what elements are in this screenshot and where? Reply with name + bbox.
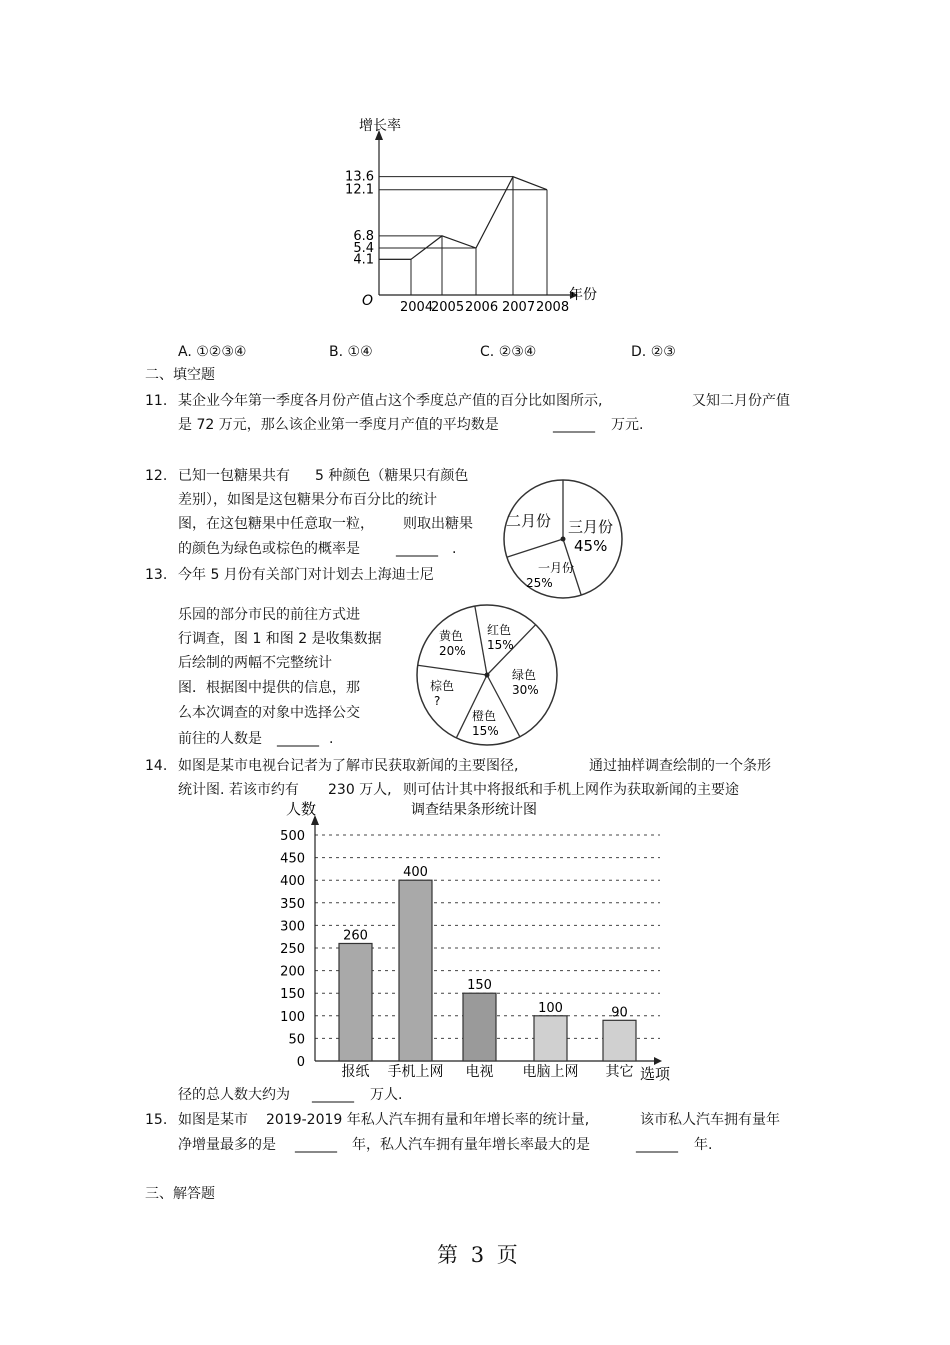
pie-slice-label: 三月份 — [568, 518, 614, 536]
chart-title: 调查结果条形统计图 — [411, 802, 537, 818]
q13-line1: 今年 5 月份有关部门对计划去上海迪士尼 — [178, 567, 434, 583]
origin-label: O — [362, 293, 374, 309]
bar — [603, 1020, 636, 1061]
q12-line3a: 图，在这包糖果中任意取一粒， — [178, 516, 374, 532]
q12-end: . — [452, 541, 457, 557]
option-text: ①②③④ — [196, 344, 247, 360]
y-tick-label: 0 — [296, 1055, 305, 1070]
q14-number: 14. — [145, 758, 168, 774]
option-letter: C. — [480, 344, 495, 360]
pie-slice-label: 黄色 — [439, 629, 464, 643]
q11-line1a: 某企业今年第一季度各月份产值占这个季度总产值的百分比如图所示, — [178, 393, 603, 409]
x-tick-label: 报纸 — [341, 1064, 370, 1080]
option-c — [480, 342, 536, 362]
q13-line6: 么本次调查的对象中选择公交 — [178, 705, 360, 721]
q15-line2c: 年. — [694, 1137, 713, 1153]
pie-slice-value: ? — [434, 694, 441, 708]
q14-line1b: 通过抽样调查绘制的一个条形 — [589, 758, 771, 774]
x-axis-arrow — [654, 1057, 662, 1065]
y-axis-label: 增长率 — [359, 118, 401, 134]
q13-line5: 图．根据图中提供的信息，那 — [178, 680, 360, 696]
y-tick-label: 250 — [280, 942, 305, 957]
pie-center — [561, 537, 566, 542]
q14-line1a: 如图是某市电视台记者为了解市民获取新闻的主要图径, — [178, 758, 519, 774]
month-pie-chart — [498, 474, 628, 604]
q14-line2c: 则可估计其中将报纸和手机上网作为获取新闻的主要途 — [403, 782, 739, 798]
option-letter: B. — [329, 344, 344, 360]
x-tick-label: 2007 — [502, 300, 536, 315]
y-tick-label: 50 — [288, 1032, 305, 1048]
q11-answer-blank[interactable]: ______ — [553, 417, 595, 433]
y-tick-label: 100 — [280, 1009, 305, 1025]
q14-line3a: 径的总人数大约为 — [178, 1087, 290, 1103]
x-tick-label: 电视 — [465, 1064, 494, 1080]
x-tick-label: 2005 — [431, 300, 465, 315]
bar-value-label: 90 — [611, 1005, 628, 1021]
x-tick-label: 2004 — [400, 300, 434, 315]
y-tick-label: 400 — [280, 874, 305, 890]
q13-answer-blank[interactable]: ______ — [277, 731, 319, 747]
pie-slice-label: 二月份 — [506, 512, 552, 530]
pie-slice-value: 20% — [439, 644, 466, 658]
pie-slice-label: 棕色 — [430, 679, 455, 693]
q12-line3b: 则取出糖果 — [403, 516, 473, 532]
y-tick-label: 4.1 — [353, 252, 374, 268]
footer-post: 页 — [496, 1243, 518, 1267]
y-tick-label: 5.4 — [353, 241, 374, 257]
x-axis-label: 年份 — [569, 287, 597, 303]
y-tick-label: 13.6 — [345, 169, 374, 185]
y-tick-label: 350 — [280, 896, 305, 912]
q14-line2a: 统计图. 若该市约有 — [178, 782, 299, 798]
q12-line1a: 已知一包糖果共有 — [178, 468, 290, 484]
growth-line-chart — [340, 110, 620, 325]
q15-answer-blank-2[interactable]: ______ — [636, 1137, 678, 1153]
bar-value-label: 260 — [343, 928, 368, 944]
x-tick-label: 其它 — [605, 1064, 634, 1080]
option-text: ②③④ — [498, 344, 537, 360]
q15-line1a: 如图是某市 — [178, 1112, 248, 1128]
footer-pre: 第 — [437, 1243, 458, 1267]
q11-number: 11. — [145, 393, 168, 409]
y-tick-label: 500 — [280, 829, 305, 844]
x-tick-label: 电脑上网 — [522, 1064, 579, 1080]
bar — [463, 993, 496, 1061]
y-tick-label: 300 — [280, 919, 305, 935]
q11-line1b: 又知二月份产值 — [692, 393, 790, 409]
q15-line1c: 该市私人汽车拥有量年 — [640, 1112, 780, 1128]
pie-slice-value: 15% — [487, 638, 514, 652]
y-tick-label: 6.8 — [353, 228, 374, 244]
news-bar-chart — [268, 797, 688, 1087]
x-axis-label: 选项 — [640, 1065, 671, 1083]
pie-slice-label: 绿色 — [512, 668, 537, 682]
pie-slice-value: 15% — [472, 724, 499, 738]
q14-line3b: 万人. — [370, 1087, 403, 1103]
q14-line2b: 230 万人, — [328, 782, 392, 798]
q15-line2a: 净增量最多的是 — [178, 1137, 276, 1153]
pie-slice-label: 一月份 — [538, 561, 575, 575]
q12-number: 12. — [145, 468, 168, 484]
series-line — [411, 177, 547, 260]
q15-number: 15. — [145, 1112, 168, 1128]
bar-value-label: 400 — [403, 865, 428, 881]
pie-slice-value: 45% — [574, 537, 608, 555]
candy-pie-chart — [412, 600, 562, 750]
y-axis-label: 人数 — [286, 800, 317, 818]
q12-line4: 的颜色为绿色或棕色的概率是 — [178, 541, 360, 557]
option-d — [631, 342, 676, 362]
q12-line1b: 5 种颜色（糖果只有颜色 — [315, 468, 469, 484]
option-letter: D. — [631, 344, 647, 360]
pie-slice-value: 30% — [512, 683, 539, 697]
q12-answer-blank[interactable]: ______ — [396, 541, 438, 557]
pie-center — [485, 673, 490, 678]
footer-num: 3 — [470, 1243, 485, 1267]
pie-slice-value: 25% — [526, 576, 553, 590]
q13-line3: 行调查，图 1 和图 2 是收集数据 — [178, 631, 382, 647]
q13-line2: 乐园的部分市民的前往方式进 — [178, 607, 360, 623]
y-tick-label: 150 — [280, 987, 305, 1003]
y-tick-label: 200 — [280, 964, 305, 980]
q13-line7: 前往的人数是 — [178, 731, 262, 747]
option-a — [178, 342, 246, 362]
option-text: ①④ — [347, 344, 373, 360]
x-tick-label: 2008 — [536, 300, 570, 315]
q15-line2b: 年，私人汽车拥有量年增长率最大的是 — [352, 1137, 590, 1153]
q13-number: 13. — [145, 567, 168, 583]
bar-value-label: 100 — [538, 1000, 563, 1016]
q14-answer-blank[interactable]: ______ — [312, 1087, 354, 1103]
bar — [399, 880, 432, 1061]
bar-value-label: 150 — [467, 978, 492, 994]
bar — [534, 1016, 567, 1061]
option-b — [329, 342, 373, 362]
pie-slice-label: 红色 — [487, 623, 512, 637]
section-heading-answer: 三、解答题 — [145, 1186, 215, 1202]
y-tick-label: 450 — [280, 851, 305, 867]
option-text: ②③ — [650, 344, 676, 360]
bar — [339, 943, 372, 1061]
y-tick-label: 12.1 — [345, 182, 374, 198]
q15-answer-blank-1[interactable]: ______ — [295, 1137, 337, 1153]
q11-line2a: 是 72 万元，那么该企业第一季度月产值的平均数是 — [178, 417, 499, 433]
q11-line2b: 万元. — [611, 417, 644, 433]
page-footer — [437, 1241, 518, 1269]
x-tick-label: 2006 — [465, 300, 499, 315]
section-heading-fill-blank: 二、填空题 — [145, 367, 215, 383]
pie-slice-label: 橙色 — [472, 709, 497, 723]
x-tick-label: 手机上网 — [387, 1064, 444, 1080]
q13-end: . — [329, 731, 334, 747]
option-letter: A. — [178, 344, 192, 360]
q12-line2: 差别），如图是这包糖果分布百分比的统计 — [178, 492, 437, 508]
q13-line4: 后绘制的两幅不完整统计 — [178, 655, 332, 671]
q15-line1b: 2019-2019 年私人汽车拥有量和年增长率的统计量, — [266, 1112, 590, 1128]
